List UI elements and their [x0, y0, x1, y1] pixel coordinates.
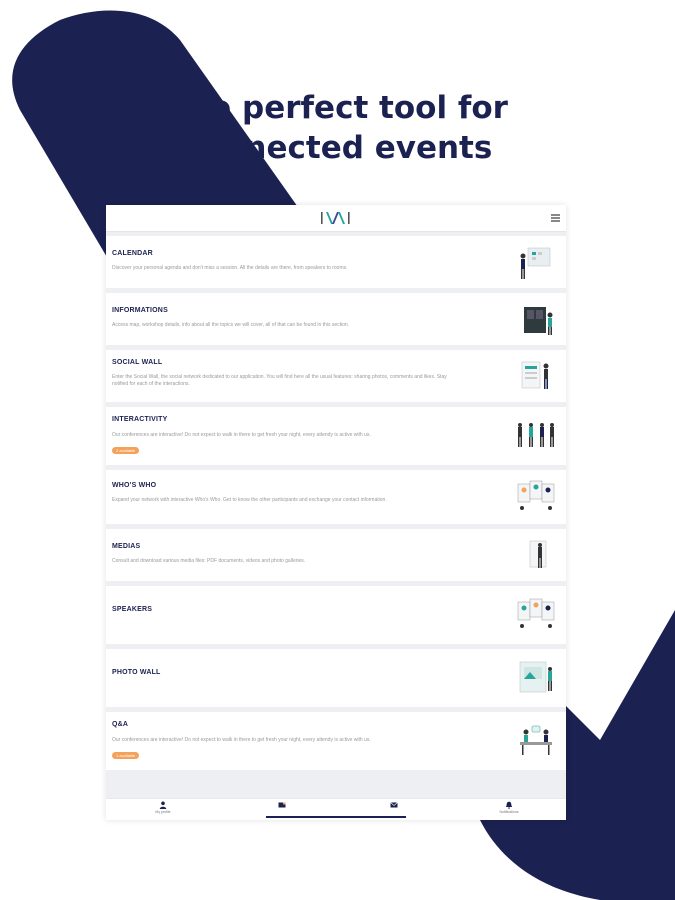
active-nav-indicator	[266, 816, 406, 818]
calendar-illustration-icon	[514, 244, 558, 282]
card-description: Our conferences are interactive! Do not expect to walk in there to get fresh your night, every attendy is active with us.	[112, 737, 371, 743]
speakers-illustration-icon	[514, 596, 558, 634]
interactivity-illustration-icon	[514, 417, 558, 455]
user-icon	[159, 801, 167, 809]
card-interactivity[interactable]	[106, 407, 566, 465]
card-title: INFORMATIONS	[112, 307, 168, 314]
card-title: MEDIAS	[112, 543, 141, 550]
card-medias[interactable]	[106, 529, 566, 581]
hamburger-icon[interactable]	[551, 214, 560, 222]
card-description: Consult and download various media files: PDF documents, videos and photo galleries.	[112, 558, 306, 564]
social-wall-illustration-icon	[514, 358, 558, 396]
card-description: Expand your network with interactive Who's Who. Get to know the other participants and exchange your contact information.	[112, 497, 387, 503]
qa-illustration-icon	[514, 722, 558, 760]
card-description: Our conferences are interactive! Do not expect to walk in there to get fresh your night, every attendy is active with us.	[112, 432, 371, 438]
mail-icon	[390, 801, 398, 809]
news-icon	[278, 801, 286, 809]
card-description: Discover your personal agenda and don't miss a session. All the details are there, from speakers to rooms.	[112, 265, 348, 271]
photo-wall-illustration-icon	[514, 659, 558, 697]
nav-notifications[interactable]	[484, 801, 534, 814]
card-title: Q&A	[112, 721, 129, 728]
card-title: PHOTO WALL	[112, 669, 161, 676]
bell-icon	[505, 801, 513, 809]
card-speakers[interactable]	[106, 586, 566, 644]
card-title: SPEAKERS	[112, 606, 153, 613]
nav-my-profile[interactable]	[138, 801, 188, 814]
available-badge: 2 available	[112, 447, 139, 454]
nav-messages[interactable]	[369, 801, 419, 810]
card-informations[interactable]	[106, 293, 566, 345]
headline-line-1: The perfect tool for	[167, 90, 508, 126]
headline-line-2: connected events	[182, 130, 493, 166]
headline	[0, 88, 675, 168]
whos-who-illustration-icon	[514, 478, 558, 516]
card-photo-wall[interactable]	[106, 649, 566, 707]
medias-illustration-icon	[514, 537, 558, 575]
card-description: Enter the Social Wall, the social network dedicated to our application. You will find here all the usual features: sharing photos, comments and likes. Stay notified for each of the interactions.	[112, 374, 447, 387]
card-title: INTERACTIVITY	[112, 416, 168, 423]
bottom-navigation	[106, 798, 566, 820]
card-title: CALENDAR	[112, 250, 153, 257]
informations-illustration-icon	[514, 301, 558, 339]
app-top-bar	[106, 205, 566, 232]
available-badge: 1 available	[112, 752, 139, 759]
nav-label: Notifications	[499, 810, 519, 814]
card-qa[interactable]	[106, 712, 566, 770]
card-social-wall[interactable]	[106, 350, 566, 402]
feature-list	[106, 236, 566, 775]
card-title: SOCIAL WALL	[112, 359, 163, 366]
nav-news[interactable]	[257, 801, 307, 810]
logo-icon[interactable]	[318, 211, 354, 225]
card-description: Access map, workshop details, info about all the topics we will cover, all of that can be found in this section.	[112, 322, 350, 328]
app-device-frame	[106, 205, 566, 820]
nav-label: My profile	[155, 810, 171, 814]
card-calendar[interactable]	[106, 236, 566, 288]
card-title: WHO'S WHO	[112, 482, 157, 489]
card-whos-who[interactable]	[106, 470, 566, 524]
